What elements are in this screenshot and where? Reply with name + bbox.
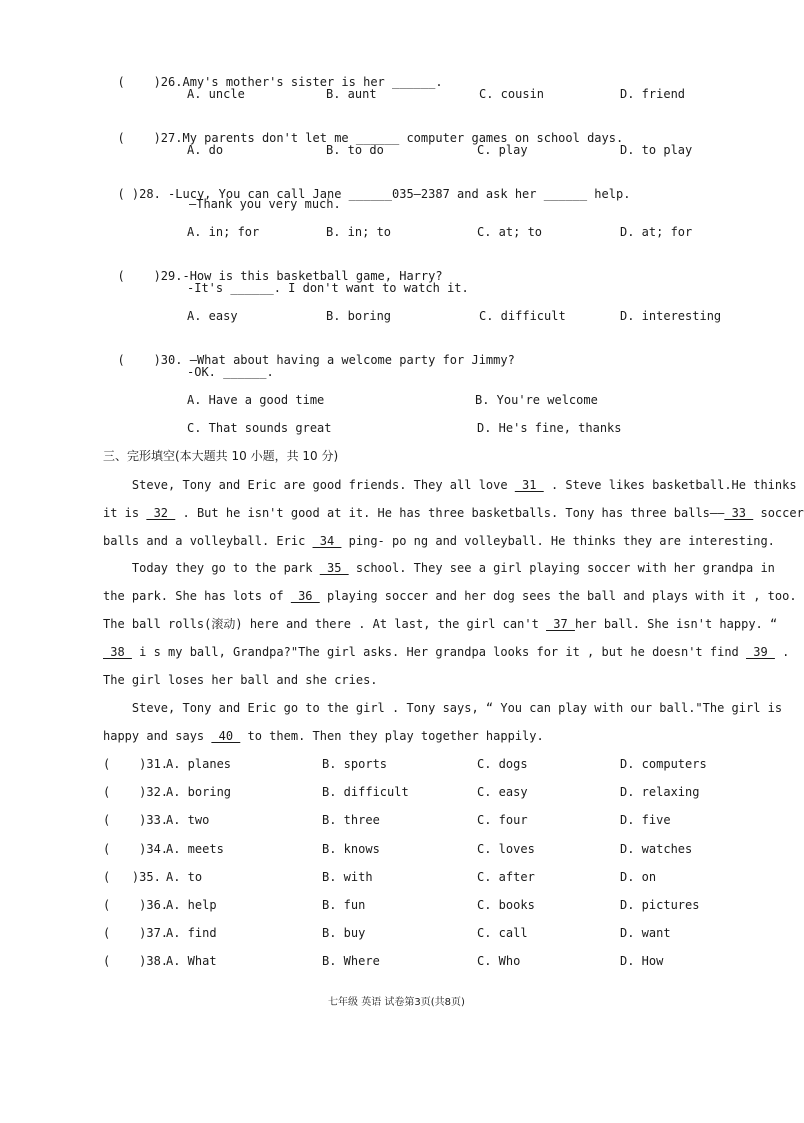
passage-text: Steve, Tony and Eric are good friends. They all love 31 . Steve likes basketball.He thinks (131, 478, 797, 492)
option-a: A. uncle (187, 87, 245, 101)
answer-bracket[interactable]: ( )28. (117, 187, 161, 201)
blank-38[interactable]: 38 (103, 645, 132, 659)
option-c: C. cousin (479, 87, 545, 101)
question-28 (103, 170, 630, 202)
option-c: C. four (477, 813, 528, 827)
passage-text: the park. She has lots of 36 playing soccer and her dog sees the ball and plays with it , too. (103, 589, 797, 603)
question-stem: Amy's mother's sister is her ______. (182, 75, 443, 89)
option-b: B. sports (322, 757, 388, 771)
answer-bracket-32[interactable]: ( )32. (103, 785, 169, 799)
question-reply: -OK. ______. (187, 365, 274, 379)
passage-line (103, 700, 783, 728)
answer-bracket[interactable]: ( )26. (117, 75, 183, 89)
passage-paragraph-1 (103, 477, 804, 561)
blank-39[interactable]: 39 (746, 645, 775, 659)
passage-line (103, 616, 778, 644)
blank-36[interactable]: 36 (290, 589, 320, 603)
option-d: D. at; for (620, 225, 693, 239)
question-reply: –Thank you very much. (189, 197, 341, 211)
passage-line (103, 505, 804, 533)
passage-text: The ball rolls(滚动) here and there . At last, the girl can't 37 her ball. She isn't happy. “ (103, 617, 778, 631)
passage-line (103, 728, 725, 756)
option-b: B. You're welcome (475, 393, 598, 407)
option-a: A. Have a good time (187, 393, 325, 407)
option-b: B. difficult (322, 785, 409, 799)
option-d: D. interesting (620, 309, 722, 323)
blank-34[interactable]: 34 (312, 534, 342, 548)
passage-text: Steve, Tony and Eric go to the girl . Tony says, “ You can play with our ball."The girl is (131, 701, 783, 715)
answer-bracket[interactable]: ( )27. (117, 131, 183, 145)
passage-line (103, 533, 775, 561)
passage-line (103, 672, 725, 700)
answer-bracket[interactable]: ( )29. (117, 269, 183, 283)
page-footer: 七年级 英语 试卷第3页(共8页) (328, 997, 465, 1008)
passage-text: The girl loses her ball and she cries. (103, 673, 378, 687)
passage-line (103, 477, 797, 505)
passage-text: balls and a volleyball. Eric 34 ping- po ng and volleyball. He thinks they are interesting. (103, 534, 775, 548)
option-d: D. relaxing (620, 785, 700, 799)
passage-paragraph-2 (103, 560, 797, 700)
blank-37[interactable]: 37 (546, 617, 575, 631)
option-c: C. at; to (477, 225, 543, 239)
option-a: A. in; for (187, 225, 260, 239)
question-26 (103, 58, 443, 90)
option-c: C. easy (477, 785, 528, 799)
answer-bracket-38[interactable]: ( )38. (103, 954, 169, 968)
option-b: B. buy (322, 926, 366, 940)
passage-text: it is 32 . But he isn't good at it. He has three basketballs. Tony has three balls—— 33 soccer (103, 506, 804, 520)
option-d: D. on (620, 870, 657, 884)
option-c: C. call (477, 926, 528, 940)
option-c: C. dogs (477, 757, 528, 771)
option-b: B. aunt (326, 87, 377, 101)
blank-31[interactable]: 31 (514, 478, 544, 492)
option-d: D. want (620, 926, 671, 940)
answer-bracket-34[interactable]: ( )34. (103, 842, 169, 856)
answer-bracket-36[interactable]: ( )36. (103, 898, 169, 912)
section-title: 三、完形填空(本大题共 10 小题，共 10 分) (103, 449, 339, 463)
passage-text: Today they go to the park 35 school. They see a girl playing soccer with her grandpa in (131, 561, 775, 575)
option-b: B. with (322, 870, 373, 884)
option-d: D. to play (620, 143, 693, 157)
option-d: D. He's fine, thanks (477, 421, 622, 435)
question-stem: -Lucy, You can call Jane ______035—2387 and ask her ______ help. (168, 187, 631, 201)
passage-text: 38 i s my ball, Grandpa?"The girl asks. Her grandpa looks for it , but he doesn't find 39 . (103, 645, 790, 659)
blank-33[interactable]: 33 (724, 506, 754, 520)
option-b: B. to do (326, 143, 384, 157)
option-d: D. pictures (620, 898, 700, 912)
option-c: C. books (477, 898, 535, 912)
passage-line (103, 588, 797, 616)
option-d: D. friend (620, 87, 686, 101)
option-b: B. knows (322, 842, 380, 856)
answer-bracket-37[interactable]: ( )37. (103, 926, 169, 940)
option-c: C. That sounds great (187, 421, 332, 435)
question-30 (103, 336, 515, 368)
passage-text: happy and says 40 to them. Then they play together happily. (103, 729, 544, 743)
option-a: A. planes (166, 757, 232, 771)
question-reply: -It's ______. I don't want to watch it. (187, 281, 469, 295)
option-c: C. play (477, 143, 528, 157)
option-b: B. Where (322, 954, 380, 968)
blank-40[interactable]: 40 (211, 729, 241, 743)
option-a: A. meets (166, 842, 224, 856)
option-a: A. help (166, 898, 217, 912)
option-a: A. boring (166, 785, 232, 799)
option-c: C. Who (477, 954, 521, 968)
passage-paragraph-3 (103, 700, 783, 756)
answer-bracket-33[interactable]: ( )33. (103, 813, 169, 827)
option-b: B. fun (322, 898, 366, 912)
option-d: D. computers (620, 757, 707, 771)
option-a: A. to (166, 870, 203, 884)
option-d: D. watches (620, 842, 693, 856)
blank-35[interactable]: 35 (319, 561, 349, 575)
question-stem: -How is this basketball game, Harry? (182, 269, 443, 283)
passage-line (103, 560, 775, 588)
option-a: A. find (166, 926, 217, 940)
option-c: C. after (477, 870, 535, 884)
option-a: A. two (166, 813, 210, 827)
option-a: A. do (187, 143, 224, 157)
passage-line (103, 644, 790, 672)
answer-bracket-35[interactable]: ( )35. (103, 870, 161, 884)
question-stem: My parents don't let me ______ computer games on school days. (182, 131, 624, 145)
option-a: A. What (166, 954, 217, 968)
option-a: A. easy (187, 309, 238, 323)
answer-bracket-31[interactable]: ( )31. (103, 757, 169, 771)
question-stem: –What about having a welcome party for Jimmy? (189, 353, 515, 367)
option-c: C. loves (477, 842, 535, 856)
option-d: D. How (620, 954, 664, 968)
option-d: D. five (620, 813, 671, 827)
option-b: B. three (322, 813, 380, 827)
option-b: B. in; to (326, 225, 392, 239)
answer-bracket[interactable]: ( )30. (117, 353, 183, 367)
option-b: B. boring (326, 309, 392, 323)
blank-32[interactable]: 32 (146, 506, 176, 520)
option-c: C. difficult (479, 309, 566, 323)
